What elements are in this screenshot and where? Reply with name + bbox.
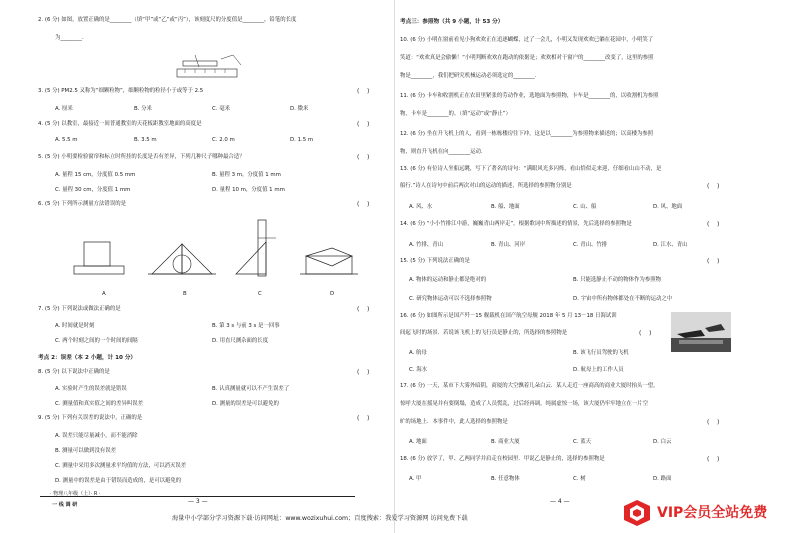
answer-paren: ( )	[707, 419, 720, 426]
question-2-line2: 为________.	[55, 35, 84, 41]
option: B. 任意物体	[491, 476, 520, 482]
download-banner-text[interactable]: 海量中小学部分学习资源下载·访问网址：www.wozixuhui.com；百度搜索：我爱学习资源网 访问免费下载	[172, 515, 468, 522]
figure-label: A	[102, 291, 106, 297]
option: A. 时间就是时刻	[55, 323, 95, 329]
option: B. 青山、河岸	[491, 242, 526, 248]
question-17-line2: 惊呼大厦在摇晃并有要倒塌，造成了人员慌乱，过后经再调，纯属虚惊一场，该大厦仍牢牢地立在一片空	[400, 401, 648, 407]
option: B. 商业大厦	[491, 439, 520, 445]
carrier-jet-photo	[671, 312, 731, 352]
question-5: 5. (5 分) 小明要检验窗帘和标立时所挂的长度是否有差异，下列几种尺子哪种最合适？	[38, 154, 245, 160]
section-title-reference: 考点三：参照物（共 9 小题，计 53 分）	[400, 19, 504, 25]
figure-label: D	[330, 291, 335, 297]
answer-paren: ( )	[357, 369, 370, 376]
left-page	[0, 0, 394, 533]
question-17-line3: 旷的场地上．本事件中，此人选择的参照物是	[400, 419, 508, 425]
option: A. 甲	[409, 476, 422, 482]
question-9: 9. (5 分) 下列有关误差的说法中，正确的是	[38, 415, 143, 421]
question-3: 3. (5 分) PM2.5 又称为“细颗粒物”，细颗粒物的粒径小于或等于 2.5	[38, 88, 204, 94]
option: D. 航母上的工作人员	[573, 367, 624, 373]
question-2-line1: 2. (6 分) 如图，放置正确的是________（填“甲”或“乙”或“丙”），该刻度尺的分度值是________，铅笔的长度	[38, 17, 297, 23]
option: A. 量程 15 cm，分度值 0.5 mm	[55, 172, 136, 178]
option: B. 分米	[134, 106, 152, 112]
question-12-line2: 物，则直升飞机在向________运动.	[400, 149, 483, 155]
right-page	[395, 0, 789, 533]
option: B. 第 3 s 与前 3 s 是一回事	[212, 323, 280, 329]
question-10-line1: 10. (6 分) 小明在窗前看见小狗欢欢正在追逐蝴蝶，过了一会儿，小明又发现欢欢已躺在花园中，小明笑了	[400, 37, 654, 43]
option: C. 两个时刻之间的一个时间的间隔	[55, 338, 138, 344]
page-number-left: — 3 —	[188, 498, 208, 505]
option: D. 测量的误差是可以避免的	[212, 401, 279, 407]
option: D. 江水、青山	[653, 242, 688, 248]
option: A. 风、水	[409, 204, 433, 210]
footer-series: 一 线 调 研	[52, 502, 78, 508]
measurement-methods-figure	[70, 216, 360, 290]
option: A. 物体的运动和静止都是绝对的	[409, 277, 487, 283]
vip-label[interactable]: VIP会员全站免费	[657, 505, 768, 521]
footer-subject: · 物理八年级（上）· R ·	[50, 491, 101, 497]
option: C. 测量中采用多次测量求平均值的方法，可以消灭误差	[55, 463, 187, 469]
answer-paren: ( )	[707, 258, 720, 265]
option: B. 量程 3 m，分度值 1 mm	[212, 172, 281, 178]
option: B. 3.5 m	[134, 137, 157, 143]
vip-logo-icon	[622, 498, 652, 528]
option: A. 竹排、青山	[409, 242, 443, 248]
question-13-line2: 船行.”诗人在诗句中前后两次对山的运动的描述，所选择的参照物分别是	[400, 183, 572, 189]
option: C. 海水	[409, 367, 427, 373]
option: D. 白云	[653, 439, 672, 445]
option: B. 测量可以做到没有误差	[55, 448, 117, 454]
option: D. 风、地面	[653, 204, 683, 210]
option: C. 量程 30 cm，分度值 1 mm	[55, 187, 131, 193]
option: D. 量程 10 m，分度值 1 mm	[212, 187, 285, 193]
question-4: 4. (5 分) 以教室，最接近一间普通教室的天花板距教室地面的高度是	[38, 121, 202, 127]
answer-paren: ( )	[357, 154, 370, 161]
question-13-line1: 13. (6 分) 有位诗人坐船远眺，写下了著名的诗句：“满眼风光多闪烁，看山恰似走来迎，仔细看山山不动，是	[400, 166, 662, 172]
answer-paren: ( )	[357, 306, 370, 313]
page-number-right: — 4 —	[550, 498, 570, 505]
question-11-line2: 物，卡车是________的。（填“运动”或“静止”）	[400, 111, 511, 117]
answer-paren: ( )	[357, 88, 370, 95]
question-16-line2: 间起飞时的场景．若说该飞机上的飞行员是静止的，所选择的参照物是	[400, 330, 568, 336]
question-7: 7. (5 分) 下列说法或做法正确的是	[38, 306, 121, 312]
figure-label: B	[183, 291, 187, 297]
question-16-line1: 16. (6 分) 如图所示是国产歼－15 舰载机在国产航空母舰 2018 年 5 月 13－18 日海试训	[400, 313, 617, 319]
option: C. 青山、竹排	[573, 242, 608, 248]
option: C. 研究物体运动可以不选择参照物	[409, 296, 492, 302]
option: D. 1.5 m	[290, 137, 314, 143]
question-18: 18. (6 分) 放学了，甲、乙两同学并肩走在校园里．甲说乙是静止的，选择的参照物是	[400, 456, 605, 462]
option: D. 路面	[653, 476, 672, 482]
question-11-line1: 11. (6 分) 卡车和收割机正在农田里紧张的劳动作业，选地面为参照物，卡车是________的，以收割机为参照	[400, 93, 659, 99]
question-12-line1: 12. (6 分) 坐在升飞机上的人，看到一栋栋楼房往下冲，这是以________为参照物来描述的；以高楼为参照	[400, 131, 654, 137]
answer-paren: ( )	[707, 183, 720, 190]
option: A. 厘米	[55, 106, 73, 112]
option: B. 只能选静止不动的物体作为参照物	[573, 277, 661, 283]
question-14: 14. (6 分) “小小竹排江中游，巍巍青山两岸走”，根据歌词中所描述的情景，先后选择的参照物是	[400, 221, 632, 227]
option: A. 误差只能尽量减小，而不能消除	[55, 433, 138, 439]
option: A. 5.5 m	[55, 137, 78, 143]
answer-paren: ( )	[357, 415, 370, 422]
answer-paren: ( )	[357, 121, 370, 128]
question-10-line3: 物是________，我们把研究机械运动必须选定的________.	[400, 73, 537, 79]
answer-paren: ( )	[357, 201, 370, 208]
question-15: 15. (5 分) 下列说法正确的是	[400, 258, 470, 264]
option: B. 认真测量就可以不产生误差了	[212, 386, 290, 392]
option: C. 树	[573, 476, 586, 482]
option: D. 测量中的误差是由于错误而造成的，是可以避免的	[55, 478, 182, 484]
question-10-line2: 笑道：“欢欢真是会偷懒！”小明判断欢欢在跑动的依据是；欢欢相对于窗户的________改变了，这里的参照	[400, 55, 654, 61]
option: C. 毫米	[212, 106, 230, 112]
answer-paren: ( )	[639, 330, 652, 337]
question-17-line1: 17. (6 分) 一天，某市下大雾外暗阴，商厦的大空飘着几朵白云．某人走近一座商高的商业大厦时抬头一望，	[400, 383, 659, 389]
question-8: 8. (5 分) 以下说法中正确的是	[38, 369, 110, 375]
option: C. 2.0 m	[212, 137, 235, 143]
section-title-error: 考点 2：误差（本 2 小题，计 10 分）	[38, 355, 137, 361]
option: A. 实验时产生的误差就是错误	[55, 386, 127, 392]
option: C. 山、船	[573, 204, 597, 210]
option: D. 宇宙中所有物体都处在不断的运动之中	[573, 296, 673, 302]
option: B. 该飞行员驾驶的飞机	[573, 350, 629, 356]
option: C. 蓝天	[573, 439, 591, 445]
figure-label: C	[258, 291, 262, 297]
answer-paren: ( )	[707, 456, 720, 463]
option: A. 航母	[409, 350, 427, 356]
option: C. 测量值和真实值之间的差异叫误差	[55, 401, 144, 407]
question-6: 6. (5 分) 下列所示测量方法错误的是	[38, 201, 126, 207]
ruler-pencil-figure	[175, 53, 255, 83]
option: B. 船、地面	[491, 204, 520, 210]
option: A. 地面	[409, 439, 427, 445]
answer-paren: ( )	[707, 221, 720, 228]
option: D. 用直尺测杂面的长度	[212, 338, 269, 344]
option: D. 微米	[290, 106, 309, 112]
